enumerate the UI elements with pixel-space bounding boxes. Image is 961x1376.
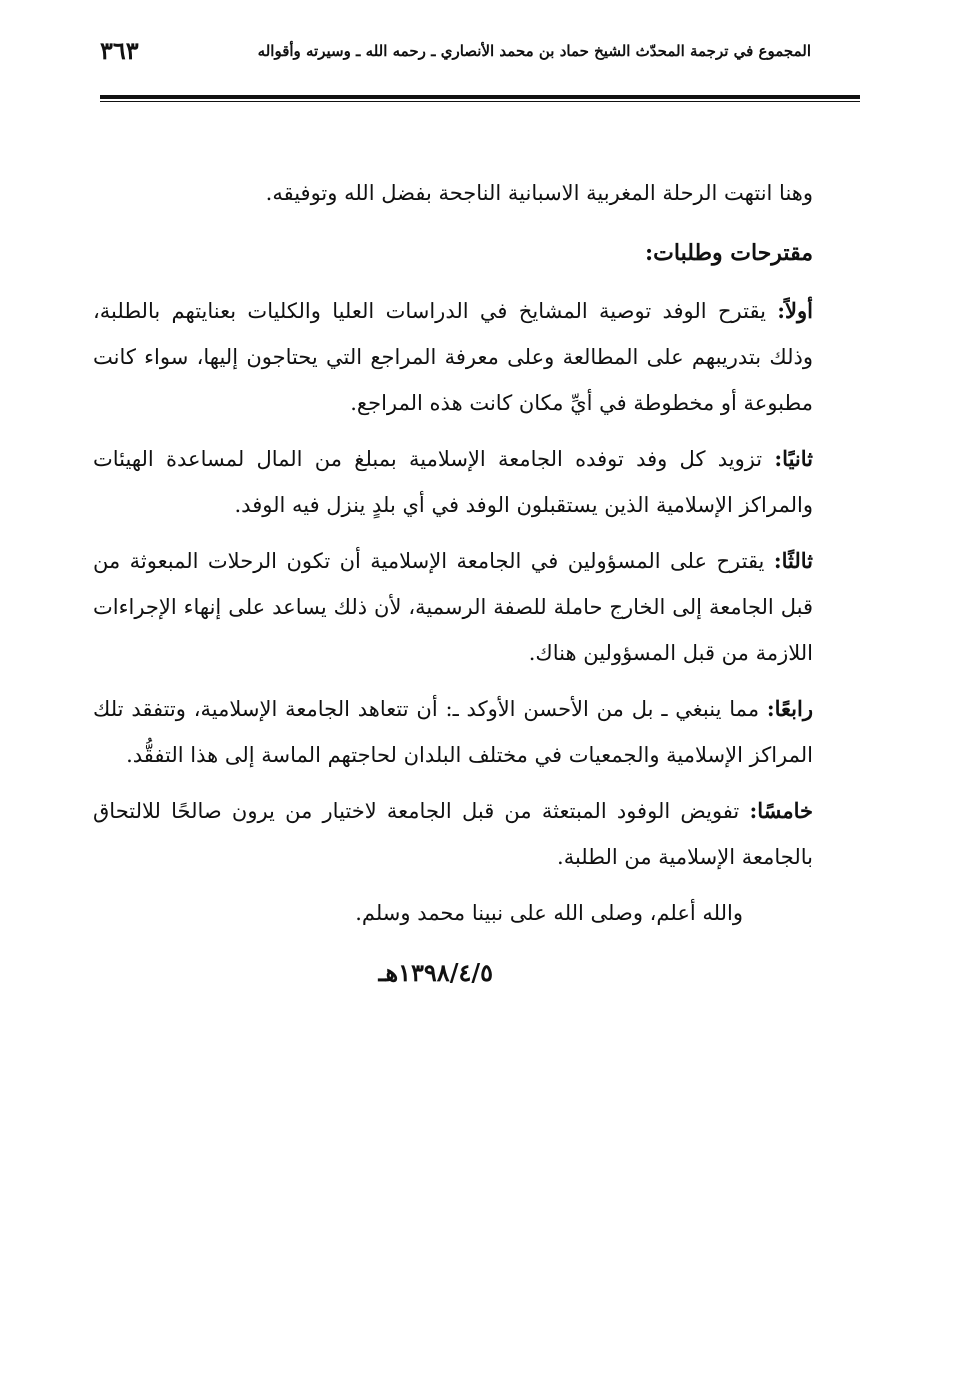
item-3-paragraph [93,538,813,676]
header-rule-thick [100,95,860,99]
item-5-paragraph [93,788,813,880]
running-head-title: المجموع في ترجمة المحدّث الشيخ حماد بن محمد الأنصاري ـ رحمه الله ـ وسيرته وأقواله [257,42,811,60]
item-3-lead: ثالثًا: [773,548,813,573]
item-3-text: يقترح على المسؤولين في الجامعة الإسلامية أن تكون الرحلات المبعوثة من قبل الجامعة إلى الخارج حاملة للصفة الرسمية، لأن ذلك يساعد على إنهاء الإجراءات اللازمة من قبل المسؤولين هناك. [93,549,813,665]
item-1-lead: أولاً: [777,298,813,323]
item-5-text: تفويض الوفود المبتعثة من قبل الجامعة لاختيار من يرون صالحًا للالتحاق بالجامعة الإسلامية من الطلبة. [93,799,813,869]
section-heading: مقترحات وطلبات: [645,240,813,266]
item-4-paragraph [93,686,813,778]
intro-paragraph: وهنا انتهت الرحلة المغربية الاسبانية الناجحة بفضل الله وتوفيقه. [265,181,813,205]
page-number: ٣٦٣ [100,36,139,65]
closing-line: والله أعلم، وصلى الله على نبينا محمد وسلم. [355,901,743,925]
item-1-text: يقترح الوفد توصية المشايخ في الدراسات العليا والكليات بعنايتهم بالطلبة، وذلك بتدريبهم على المطالعة وعلى معرفة المراجع التي يحتاجون إليها، سواء كانت مطبوعة أو مخطوطة في أيِّ مكان كانت هذه المراجع. [93,299,813,415]
item-1-paragraph [93,288,813,426]
item-4-text: مما ينبغي ـ بل من الأحسن الأوكد ـ: أن تتعاهد الجامعة الإسلامية، وتتفقد تلك المراكز الإسلامية والجمعيات في مختلف البلدان لحاجتهم الماسة إلى هذا التفقُّد. [93,697,813,767]
item-2-paragraph [93,436,813,528]
item-2-lead: ثانيًا: [774,446,813,471]
header-rule-thin [100,101,860,102]
hijri-date: ١٣٩٨/٤/٥هـ [378,958,493,987]
item-5-lead: خامسًا: [749,798,813,823]
item-4-lead: رابعًا: [766,696,813,721]
page-body [93,170,813,996]
item-2-text: تزويد كل وفد توفده الجامعة الإسلامية بمبلغ من المال لمساعدة الهيئات والمراكز الإسلامية الذين يستقبلون الوفد في أي بلدٍ ينزل فيه الوفد. [93,447,813,517]
